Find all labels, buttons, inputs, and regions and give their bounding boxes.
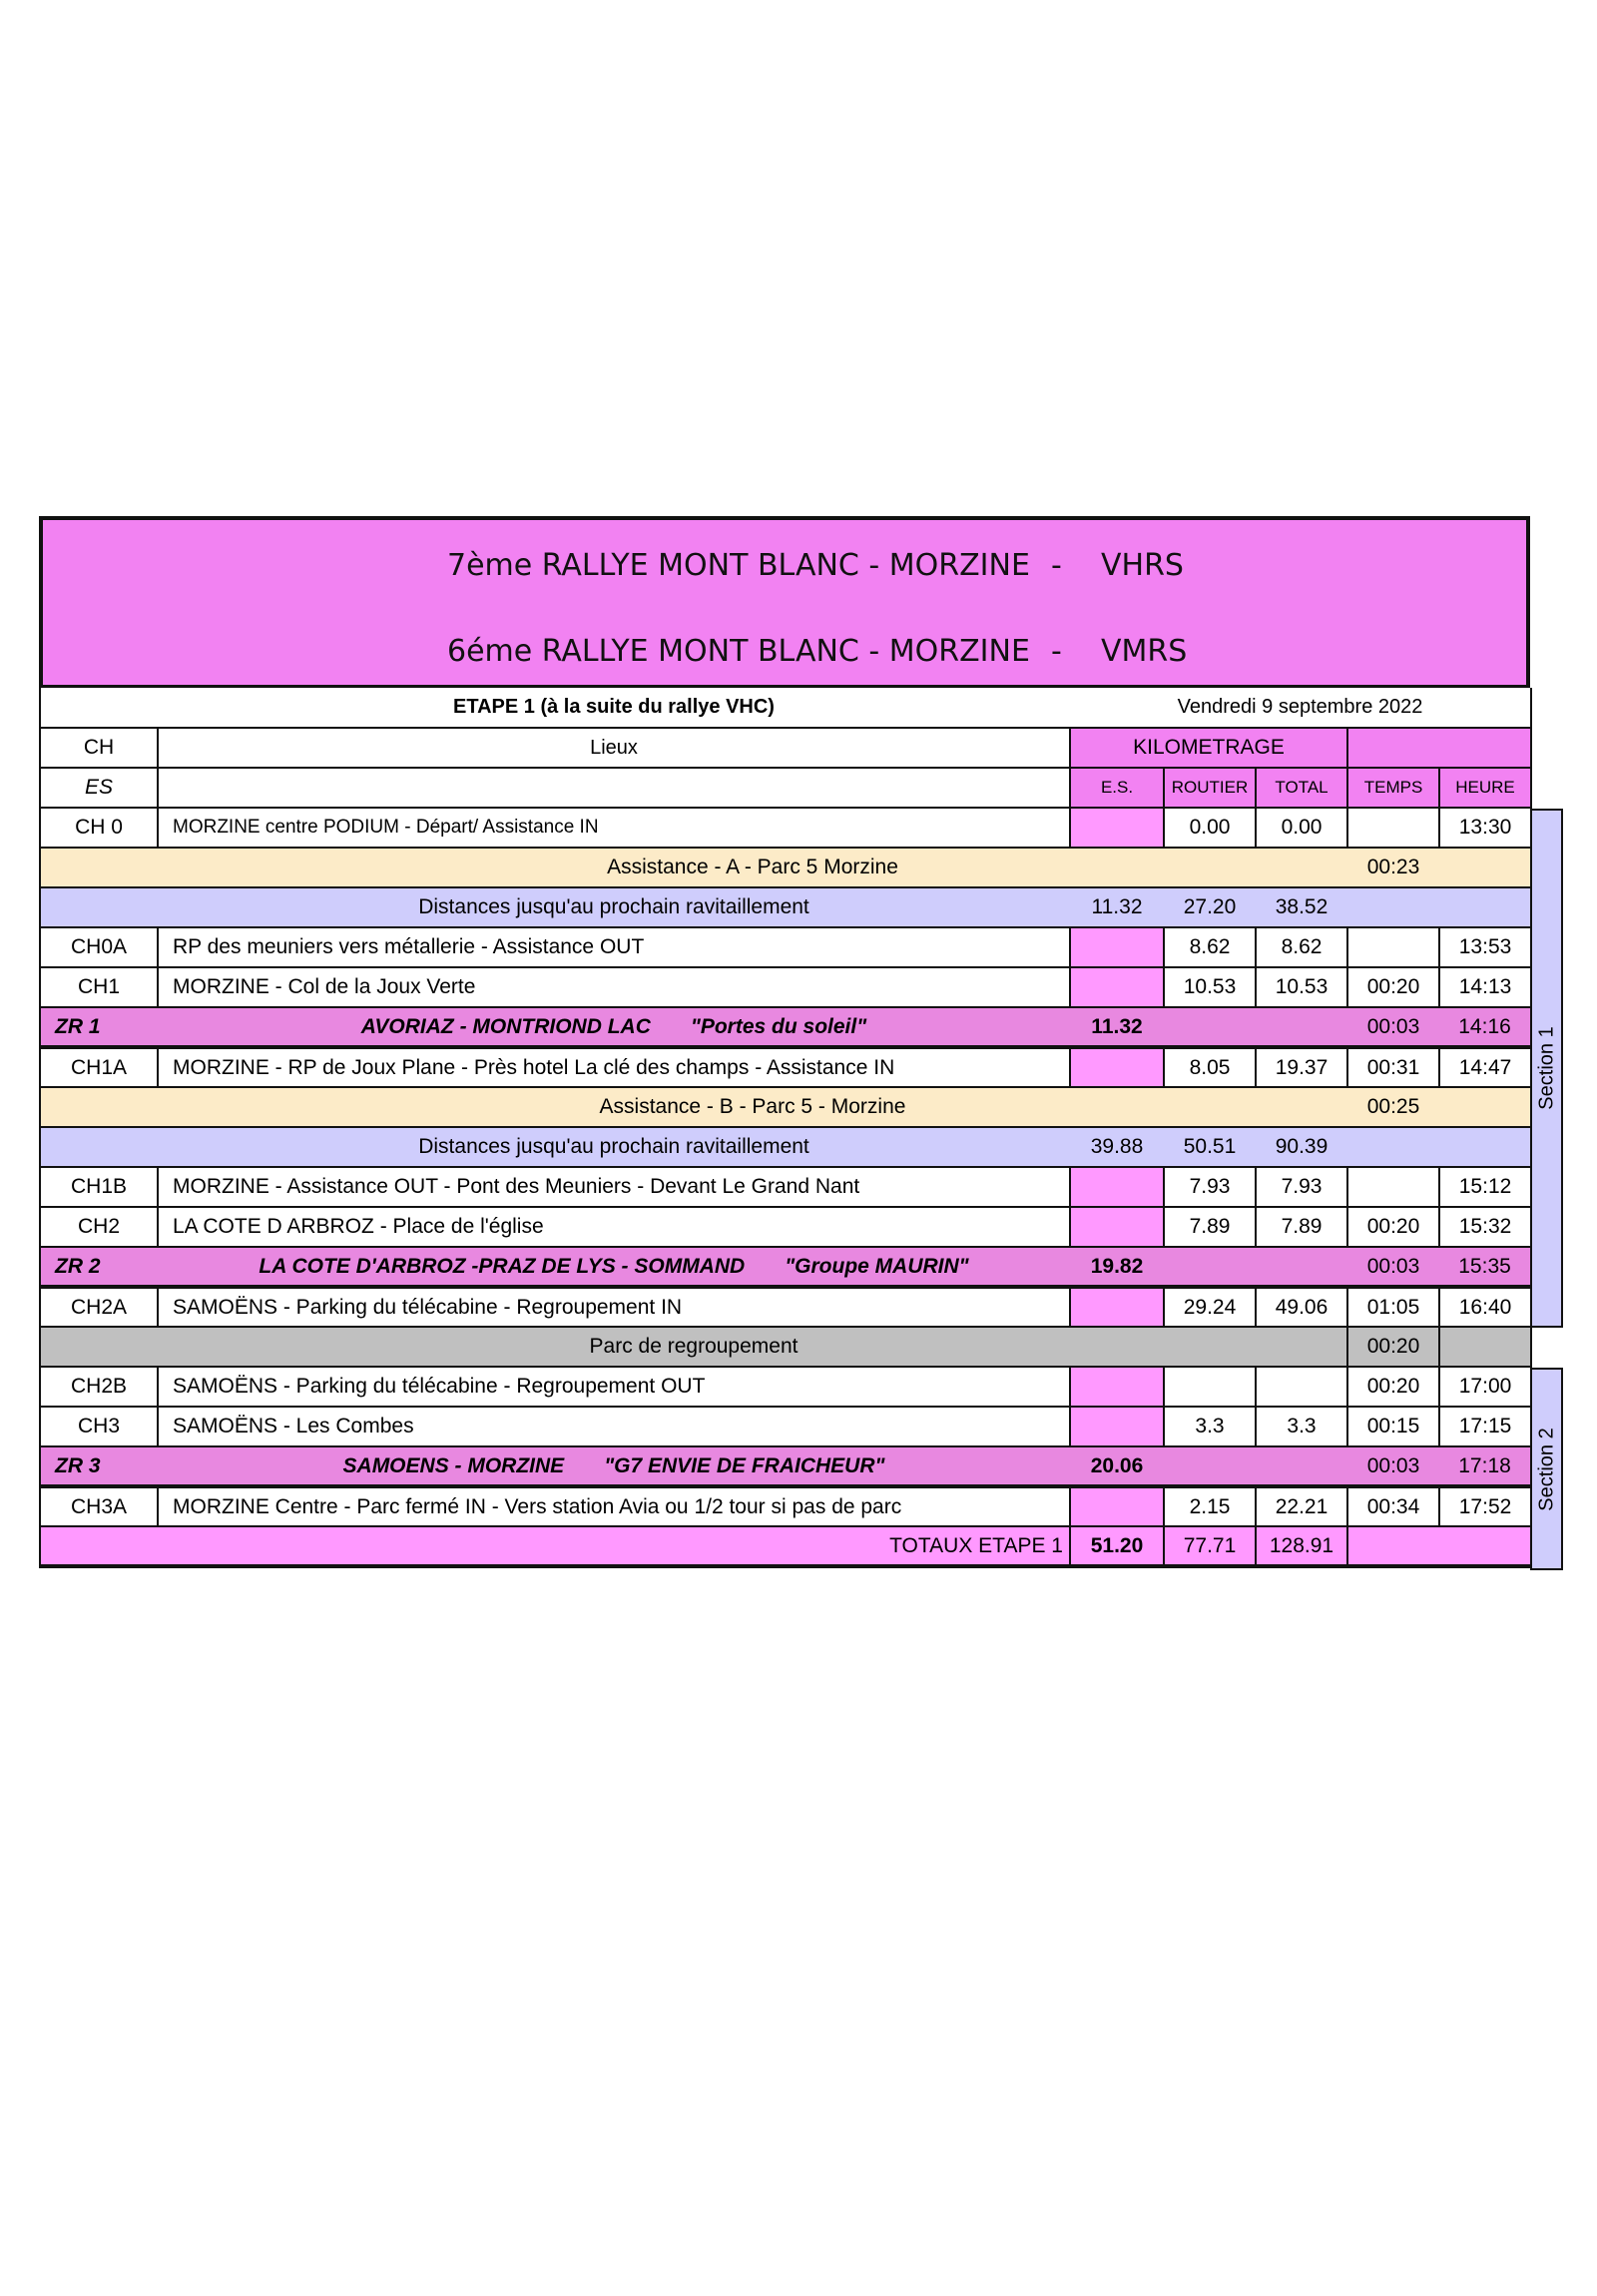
column-header-row-2 — [40, 768, 1531, 808]
stage-code: ZR 3 — [40, 1446, 158, 1486]
total-distance: 7.89 — [1256, 1207, 1347, 1247]
es-distance — [1070, 1167, 1164, 1207]
stage-target-time: 17:18 — [1439, 1446, 1531, 1486]
col-es-km: E.S. — [1070, 768, 1164, 808]
refuel-distance-label: Distances jusqu'au prochain ravitaillement — [158, 887, 1070, 927]
column-header-row-1 — [40, 728, 1531, 768]
checkpoint-row — [40, 1207, 1531, 1247]
stage-name — [158, 1007, 1070, 1047]
es-distance — [1070, 1486, 1164, 1526]
target-time: 13:53 — [1439, 927, 1531, 967]
regroup-label: Parc de regroupement — [40, 1327, 1347, 1367]
refuel-es: 11.32 — [1070, 887, 1164, 927]
stage-route: LA COTE D'ARBROZ -PRAZ DE LYS - SOMMAND — [259, 1254, 746, 1278]
totals-routier: 77.71 — [1164, 1526, 1256, 1566]
col-routier: ROUTIER — [1164, 768, 1256, 808]
checkpoint-place: MORZINE - Col de la Joux Verte — [158, 967, 1070, 1007]
special-stage-row — [40, 1446, 1531, 1486]
target-time: 15:12 — [1439, 1167, 1531, 1207]
checkpoint-row — [40, 1367, 1531, 1407]
stage-sponsor: "Groupe MAURIN" — [785, 1254, 969, 1278]
routier-distance: 7.89 — [1164, 1207, 1256, 1247]
checkpoint-place: MORZINE - Assistance OUT - Pont des Meuniers - Devant Le Grand Nant — [158, 1167, 1070, 1207]
total-distance: 19.37 — [1256, 1047, 1347, 1087]
checkpoint-code: CH3 — [40, 1407, 158, 1446]
time-allowed: 00:20 — [1347, 1367, 1439, 1407]
refuel-es: 39.88 — [1070, 1127, 1164, 1167]
routier-distance: 8.62 — [1164, 927, 1256, 967]
section-1-label: Section 1 — [1530, 809, 1563, 1328]
refuel-distance-row — [40, 887, 1531, 927]
refuel-total: 90.39 — [1256, 1127, 1347, 1167]
checkpoint-code: CH1B — [40, 1167, 158, 1207]
total-distance: 8.62 — [1256, 927, 1347, 967]
time-allowed — [1347, 1167, 1439, 1207]
time-allowed: 00:20 — [1347, 1207, 1439, 1247]
rally-class-1: VHRS — [1101, 548, 1184, 583]
time-allowed: 00:15 — [1347, 1407, 1439, 1446]
target-time: 15:32 — [1439, 1207, 1531, 1247]
target-time: 14:13 — [1439, 967, 1531, 1007]
refuel-routier: 50.51 — [1164, 1127, 1256, 1167]
target-time: 14:47 — [1439, 1047, 1531, 1087]
assistance-time: 00:25 — [1347, 1087, 1439, 1127]
col-temps: TEMPS — [1347, 768, 1439, 808]
stage-name — [158, 1446, 1070, 1486]
col-total: TOTAL — [1256, 768, 1347, 808]
checkpoint-place: SAMOËNS - Parking du télécabine - Regroupement OUT — [158, 1367, 1070, 1407]
col-ch: CH — [40, 728, 158, 768]
routier-distance: 0.00 — [1164, 808, 1256, 848]
target-time: 13:30 — [1439, 808, 1531, 848]
rally-title-2: 6éme RALLYE MONT BLANC - MORZINE — [447, 634, 1030, 669]
stage-route: SAMOENS - MORZINE — [342, 1453, 565, 1477]
target-time: 17:00 — [1439, 1367, 1531, 1407]
checkpoint-row — [40, 967, 1531, 1007]
routier-distance: 29.24 — [1164, 1287, 1256, 1327]
es-distance — [1070, 927, 1164, 967]
col-lieux: Lieux — [158, 728, 1070, 768]
stage-distance: 11.32 — [1070, 1007, 1164, 1047]
checkpoint-place: SAMOËNS - Les Combes — [158, 1407, 1070, 1446]
checkpoint-row — [40, 1486, 1531, 1526]
stage-code: ZR 1 — [40, 1007, 158, 1047]
stage-time: 00:03 — [1347, 1247, 1439, 1287]
col-kilometrage: KILOMETRAGE — [1070, 728, 1347, 768]
checkpoint-place: MORZINE centre PODIUM - Départ/ Assistance IN — [158, 808, 1070, 848]
time-allowed: 00:31 — [1347, 1047, 1439, 1087]
target-time: 17:15 — [1439, 1407, 1531, 1446]
routier-distance: 8.05 — [1164, 1047, 1256, 1087]
routier-distance: 3.3 — [1164, 1407, 1256, 1446]
stage-route: AVORIAZ - MONTRIOND LAC — [360, 1014, 651, 1038]
checkpoint-row — [40, 808, 1531, 848]
refuel-distance-row — [40, 1127, 1531, 1167]
assistance-label: Assistance - B - Parc 5 - Morzine — [158, 1087, 1347, 1127]
col-es: ES — [40, 768, 158, 808]
refuel-routier: 27.20 — [1164, 887, 1256, 927]
routier-distance: 10.53 — [1164, 967, 1256, 1007]
totals-label: TOTAUX ETAPE 1 — [40, 1526, 1070, 1566]
es-distance — [1070, 1367, 1164, 1407]
total-distance: 3.3 — [1256, 1407, 1347, 1446]
checkpoint-place: MORZINE - RP de Joux Plane - Près hotel La clé des champs - Assistance IN — [158, 1047, 1070, 1087]
regroup-time: 00:20 — [1347, 1327, 1439, 1367]
rally-class-2: VMRS — [1101, 634, 1188, 669]
itinerary-table — [39, 688, 1532, 1568]
stage-date: Vendredi 9 septembre 2022 — [1070, 688, 1531, 728]
checkpoint-code: CH3A — [40, 1486, 158, 1526]
total-distance: 0.00 — [1256, 808, 1347, 848]
total-distance: 49.06 — [1256, 1287, 1347, 1327]
es-distance — [1070, 967, 1164, 1007]
stage-header-row — [40, 688, 1531, 728]
time-allowed: 01:05 — [1347, 1287, 1439, 1327]
refuel-total: 38.52 — [1256, 887, 1347, 927]
stage-distance: 19.82 — [1070, 1247, 1164, 1287]
assistance-time: 00:23 — [1347, 848, 1439, 887]
section-2-label: Section 2 — [1530, 1368, 1563, 1570]
assistance-row — [40, 848, 1531, 887]
stage-code: ZR 2 — [40, 1247, 158, 1287]
title-dash-1: - — [1051, 548, 1062, 583]
routier-distance: 2.15 — [1164, 1486, 1256, 1526]
checkpoint-code: CH1A — [40, 1047, 158, 1087]
totals-total: 128.91 — [1256, 1526, 1347, 1566]
stage-time: 00:03 — [1347, 1446, 1439, 1486]
checkpoint-code: CH2 — [40, 1207, 158, 1247]
es-distance — [1070, 1047, 1164, 1087]
checkpoint-code: CH0A — [40, 927, 158, 967]
total-distance — [1256, 1367, 1347, 1407]
stage-name — [158, 1247, 1070, 1287]
time-allowed: 00:20 — [1347, 967, 1439, 1007]
checkpoint-code: CH2B — [40, 1367, 158, 1407]
special-stage-row — [40, 1247, 1531, 1287]
assistance-row — [40, 1087, 1531, 1127]
totals-es: 51.20 — [1070, 1526, 1164, 1566]
target-time: 16:40 — [1439, 1287, 1531, 1327]
target-time: 17:52 — [1439, 1486, 1531, 1526]
title-dash-2: - — [1051, 634, 1062, 669]
checkpoint-row — [40, 1047, 1531, 1087]
es-distance — [1070, 808, 1164, 848]
time-allowed: 00:34 — [1347, 1486, 1439, 1526]
stage-sponsor: "Portes du soleil" — [690, 1014, 867, 1038]
stage-label: ETAPE 1 (à la suite du rallye VHC) — [453, 696, 775, 718]
checkpoint-row — [40, 927, 1531, 967]
checkpoint-place: MORZINE Centre - Parc fermé IN - Vers station Avia ou 1/2 tour si pas de parc — [158, 1486, 1070, 1526]
es-distance — [1070, 1407, 1164, 1446]
stage-time: 00:03 — [1347, 1007, 1439, 1047]
checkpoint-place: LA COTE D ARBROZ - Place de l'église — [158, 1207, 1070, 1247]
time-allowed — [1347, 927, 1439, 967]
totals-row — [40, 1526, 1531, 1566]
checkpoint-code: CH2A — [40, 1287, 158, 1327]
rally-title-banner — [39, 516, 1530, 688]
total-distance: 10.53 — [1256, 967, 1347, 1007]
checkpoint-row — [40, 1407, 1531, 1446]
time-allowed — [1347, 808, 1439, 848]
checkpoint-code: CH 0 — [40, 808, 158, 848]
checkpoint-place: RP des meuniers vers métallerie - Assistance OUT — [158, 927, 1070, 967]
checkpoint-row — [40, 1167, 1531, 1207]
stage-target-time: 15:35 — [1439, 1247, 1531, 1287]
refuel-distance-label: Distances jusqu'au prochain ravitaillement — [158, 1127, 1070, 1167]
special-stage-row — [40, 1007, 1531, 1047]
rally-title-1: 7ème RALLYE MONT BLANC - MORZINE — [447, 548, 1030, 583]
es-distance — [1070, 1287, 1164, 1327]
checkpoint-place: SAMOËNS - Parking du télécabine - Regroupement IN — [158, 1287, 1070, 1327]
checkpoint-code: CH1 — [40, 967, 158, 1007]
col-heure: HEURE — [1439, 768, 1531, 808]
assistance-label: Assistance - A - Parc 5 Morzine — [158, 848, 1347, 887]
checkpoint-row — [40, 1287, 1531, 1327]
routier-distance — [1164, 1367, 1256, 1407]
stage-sponsor: "G7 ENVIE DE FRAICHEUR" — [604, 1453, 885, 1477]
total-distance: 7.93 — [1256, 1167, 1347, 1207]
es-distance — [1070, 1207, 1164, 1247]
routier-distance: 7.93 — [1164, 1167, 1256, 1207]
regroup-row — [40, 1327, 1531, 1367]
stage-target-time: 14:16 — [1439, 1007, 1531, 1047]
stage-distance: 20.06 — [1070, 1446, 1164, 1486]
total-distance: 22.21 — [1256, 1486, 1347, 1526]
